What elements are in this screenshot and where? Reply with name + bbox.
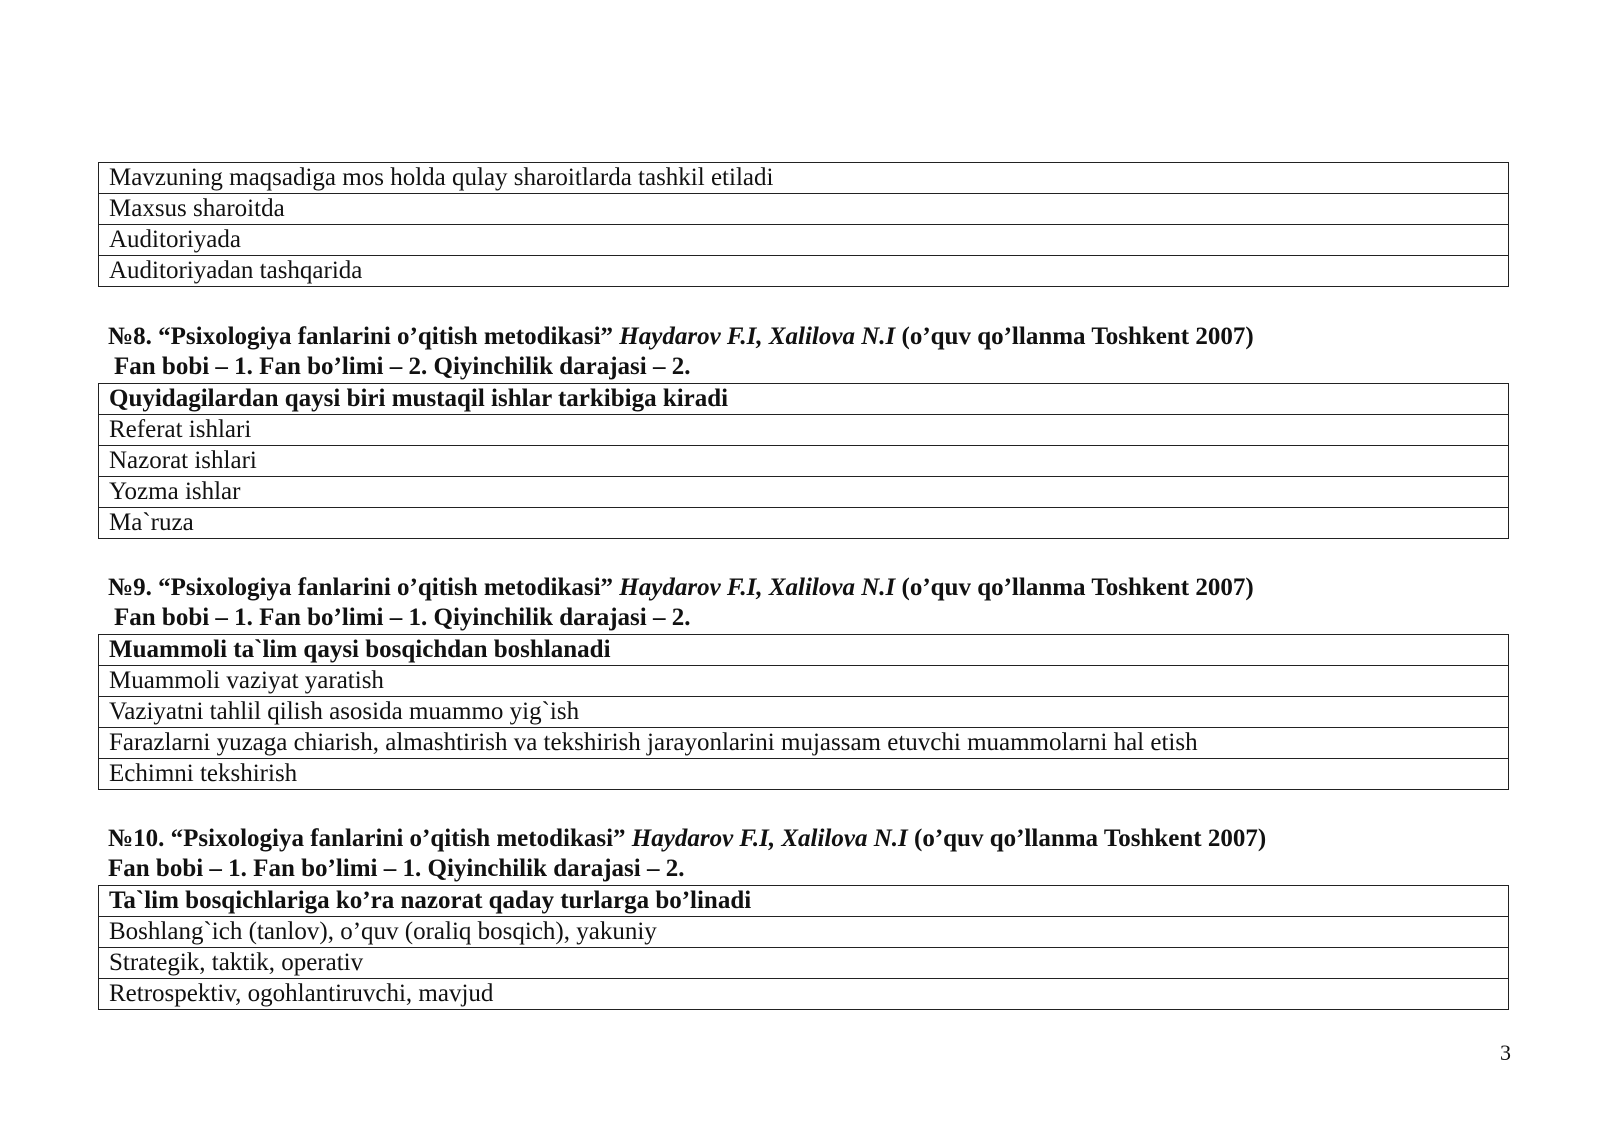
q8-source: (o’quv qo’llanma Toshkent 2007): [901, 323, 1254, 350]
answer-cell: Auditoriyadan tashqarida: [99, 256, 1509, 287]
q9-authors: Haydarov F.I, Xalilova N.I: [619, 574, 896, 601]
q8-table: [98, 383, 1509, 539]
table-row: [99, 508, 1509, 539]
table-row: [99, 979, 1509, 1010]
answer-cell: Boshlang`ich (tanlov), o’quv (oraliq bosqich), yakuniy: [99, 917, 1509, 948]
table-row: [99, 697, 1509, 728]
q8-authors: Haydarov F.I, Xalilova N.I: [619, 323, 896, 350]
q9-meta: Fan bobi – 1. Fan bo’limi – 1. Qiyinchilik darajasi – 2.: [114, 604, 691, 631]
table-row: [99, 948, 1509, 979]
q9-number: №9.: [108, 574, 152, 601]
table-row: [99, 256, 1509, 287]
q9-table: [98, 634, 1509, 790]
answer-cell: Maxsus sharoitda: [99, 194, 1509, 225]
q8-meta: Fan bobi – 1. Fan bo’limi – 2. Qiyinchilik darajasi – 2.: [114, 353, 691, 380]
answer-cell: Referat ishlari: [99, 415, 1509, 446]
q10-source: (o’quv qo’llanma Toshkent 2007): [914, 825, 1267, 852]
question-cell: Muammoli ta`lim qaysi bosqichdan boshlanadi: [99, 635, 1509, 666]
answer-cell: Yozma ishlar: [99, 477, 1509, 508]
q8-number: №8.: [108, 323, 152, 350]
q8-heading: [108, 322, 1254, 382]
table-row: [99, 225, 1509, 256]
question-cell: Ta`lim bosqichlariga ko’ra nazorat qaday turlarga bo’linadi: [99, 886, 1509, 917]
q9-source: (o’quv qo’llanma Toshkent 2007): [901, 574, 1254, 601]
table-row: [99, 886, 1509, 917]
q10-authors: Haydarov F.I, Xalilova N.I: [631, 825, 908, 852]
top-answers-table: [98, 162, 1509, 287]
table-row: [99, 477, 1509, 508]
answer-cell: Muammoli vaziyat yaratish: [99, 666, 1509, 697]
table-row: [99, 635, 1509, 666]
table-row: [99, 728, 1509, 759]
table-row: [99, 446, 1509, 477]
table-row: [99, 917, 1509, 948]
table-row: [99, 759, 1509, 790]
answer-cell: Vaziyatni tahlil qilish asosida muammo yig`ish: [99, 697, 1509, 728]
q8-book: “Psixologiya fanlarini o’qitish metodikasi”: [158, 323, 614, 350]
table-row: [99, 666, 1509, 697]
q9-book: “Psixologiya fanlarini o’qitish metodikasi”: [158, 574, 614, 601]
table-row: [99, 384, 1509, 415]
q9-heading: [108, 573, 1254, 633]
answer-cell: Ma`ruza: [99, 508, 1509, 539]
q10-table: [98, 885, 1509, 1010]
table-row: [99, 163, 1509, 194]
question-cell: Quyidagilardan qaysi biri mustaqil ishlar tarkibiga kiradi: [99, 384, 1509, 415]
q10-number: №10.: [108, 825, 165, 852]
answer-cell: Auditoriyada: [99, 225, 1509, 256]
answer-cell: Echimni tekshirish: [99, 759, 1509, 790]
q10-heading: [108, 824, 1266, 884]
table-row: [99, 415, 1509, 446]
q10-book: “Psixologiya fanlarini o’qitish metodikasi”: [170, 825, 626, 852]
answer-cell: Retrospektiv, ogohlantiruvchi, mavjud: [99, 979, 1509, 1010]
answer-cell: Farazlarni yuzaga chiarish, almashtirish va tekshirish jarayonlarini mujassam etuvchi muammolarni hal etish: [99, 728, 1509, 759]
answer-cell: Mavzuning maqsadiga mos holda qulay sharoitlarda tashkil etiladi: [99, 163, 1509, 194]
answer-cell: Nazorat ishlari: [99, 446, 1509, 477]
table-row: [99, 194, 1509, 225]
q10-meta: Fan bobi – 1. Fan bo’limi – 1. Qiyinchilik darajasi – 2.: [108, 855, 685, 882]
answer-cell: Strategik, taktik, operativ: [99, 948, 1509, 979]
page-number: 3: [1500, 1040, 1511, 1065]
